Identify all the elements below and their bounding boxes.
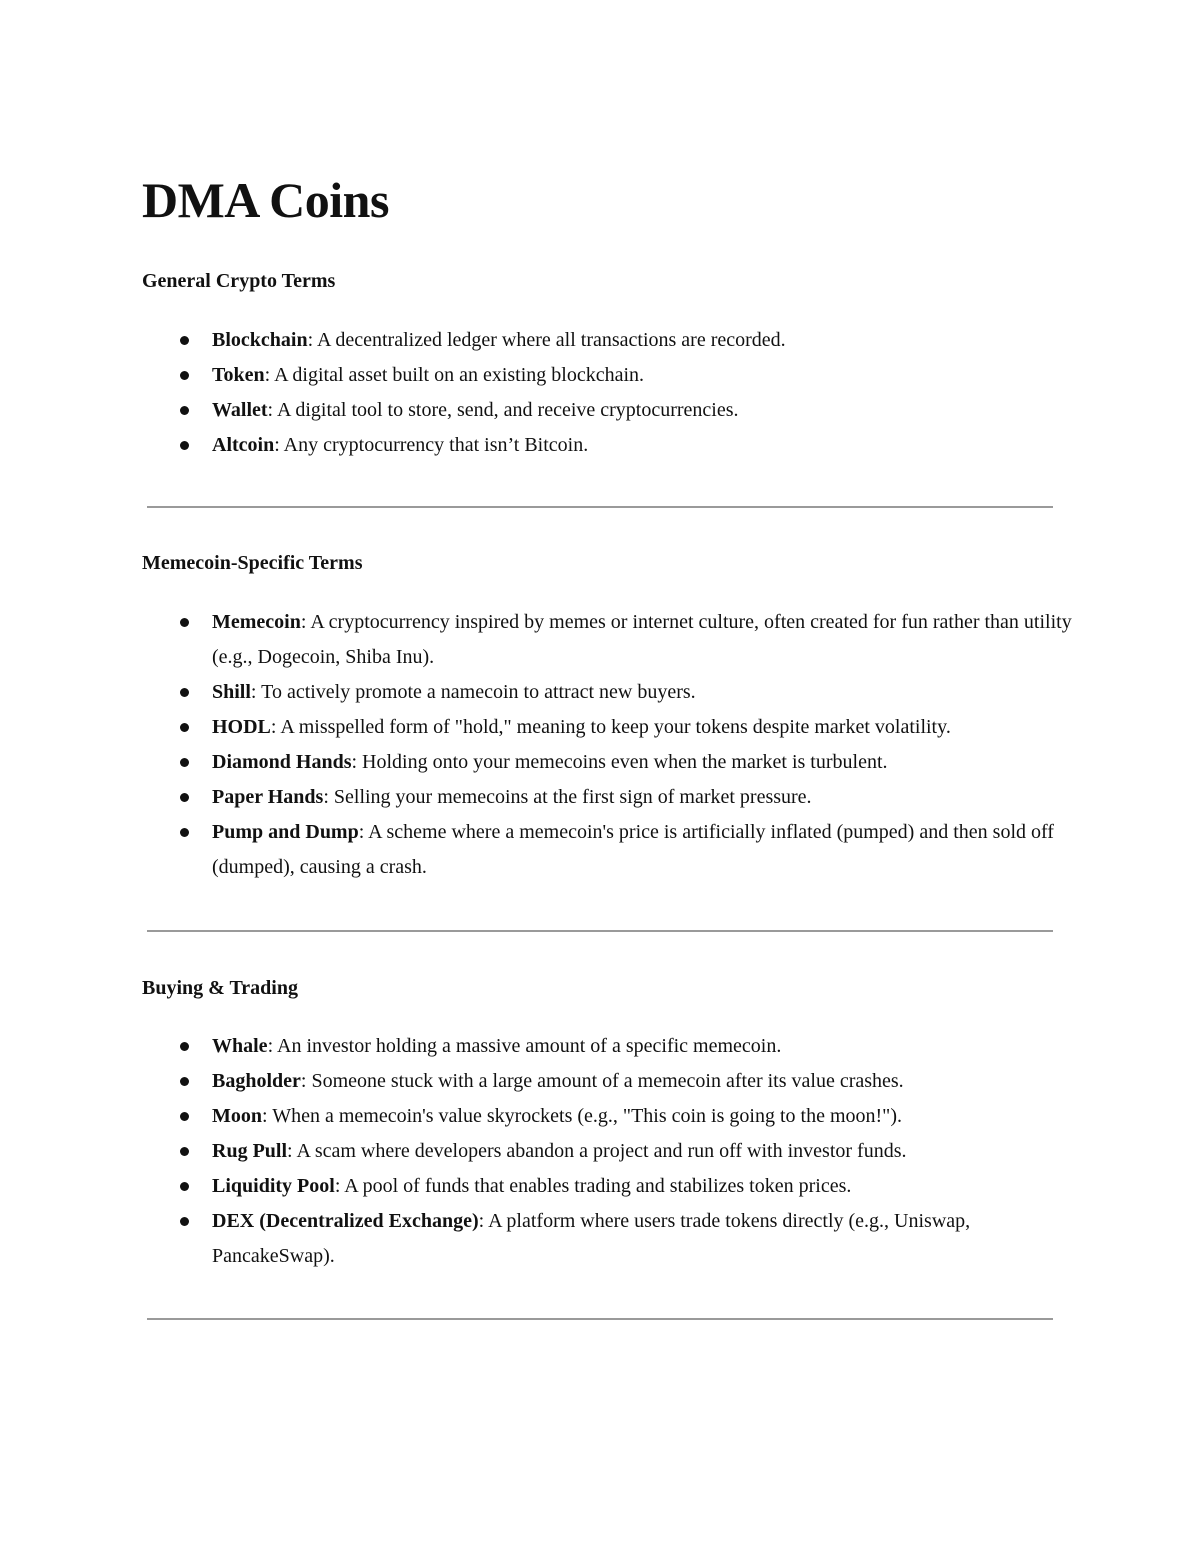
bullet-icon xyxy=(180,1147,189,1156)
list-item xyxy=(142,1064,1072,1099)
section-heading-memecoin-specific-terms: Memecoin-Specific Terms xyxy=(142,552,363,574)
term-name: DEX (Decentralized Exchange) xyxy=(212,1210,479,1232)
term-name: Wallet xyxy=(212,399,268,421)
list-item xyxy=(142,1134,1072,1169)
term-name: Bagholder xyxy=(212,1070,301,1092)
term-definition: : A scheme where a memecoin's price is artificially inflated (pumped) and then sold off (dumped), causing a crash. xyxy=(212,821,1054,878)
section-heading-buying-trading: Buying & Trading xyxy=(142,977,298,999)
bullet-icon xyxy=(180,688,189,697)
term-definition: : Selling your memecoins at the first sign of market pressure. xyxy=(323,786,812,808)
list-item xyxy=(142,1169,1072,1204)
term-name: Moon xyxy=(212,1105,262,1127)
term-name: Token xyxy=(212,364,265,386)
term-name: Memecoin xyxy=(212,611,301,633)
bullet-icon xyxy=(180,618,189,627)
term-name: Diamond Hands xyxy=(212,751,352,773)
term-definition: : A misspelled form of "hold," meaning to keep your tokens despite market volatility. xyxy=(270,716,951,738)
section-heading-general-crypto-terms: General Crypto Terms xyxy=(142,270,336,292)
bullet-icon xyxy=(180,1217,189,1226)
bullet-icon xyxy=(180,441,189,450)
bullet-icon xyxy=(180,758,189,767)
bullet-icon xyxy=(180,406,189,415)
bullet-icon xyxy=(180,1077,189,1086)
list-item xyxy=(142,815,1072,885)
term-list-memecoin-specific xyxy=(142,605,1072,885)
bullet-icon xyxy=(180,1112,189,1121)
list-item xyxy=(142,323,1072,358)
bullet-icon xyxy=(180,793,189,802)
term-name: Paper Hands xyxy=(212,786,324,808)
list-item xyxy=(142,1204,1072,1274)
term-name: Shill xyxy=(212,681,251,703)
term-name: Altcoin xyxy=(212,434,275,456)
term-definition: : Any cryptocurrency that isn’t Bitcoin. xyxy=(274,434,589,456)
term-name: Liquidity Pool xyxy=(212,1175,335,1197)
term-definition: : Holding onto your memecoins even when the market is turbulent. xyxy=(351,751,888,773)
term-name: Blockchain xyxy=(212,329,308,351)
horizontal-divider xyxy=(147,930,1053,932)
term-list-buying-trading xyxy=(142,1029,1072,1274)
term-definition: : A cryptocurrency inspired by memes or internet culture, often created for fun rather than utility (e.g., Dogecoin, Shiba Inu). xyxy=(212,611,1072,668)
list-item xyxy=(142,675,1072,710)
horizontal-divider xyxy=(147,506,1053,508)
horizontal-divider xyxy=(147,1318,1053,1320)
bullet-icon xyxy=(180,1042,189,1051)
term-name: Whale xyxy=(212,1035,268,1057)
term-definition: : When a memecoin's value skyrockets (e.g., "This coin is going to the moon!"). xyxy=(262,1105,902,1127)
term-definition: : A decentralized ledger where all transactions are recorded. xyxy=(307,329,786,351)
list-item xyxy=(142,745,1072,780)
term-definition: : A platform where users trade tokens directly (e.g., Uniswap, PancakeSwap). xyxy=(212,1210,971,1267)
bullet-icon xyxy=(180,371,189,380)
bullet-icon xyxy=(180,828,189,837)
term-list-general-crypto xyxy=(142,323,1072,463)
list-item xyxy=(142,1099,1072,1134)
term-definition: : A digital asset built on an existing blockchain. xyxy=(264,364,645,386)
term-name: HODL xyxy=(212,716,271,738)
term-definition: : A scam where developers abandon a project and run off with investor funds. xyxy=(287,1140,907,1162)
page-title: DMA Coins xyxy=(142,172,389,228)
list-item xyxy=(142,710,1072,745)
term-name: Pump and Dump xyxy=(212,821,359,843)
list-item xyxy=(142,393,1072,428)
term-definition: : A pool of funds that enables trading and stabilizes token prices. xyxy=(334,1175,852,1197)
bullet-icon xyxy=(180,336,189,345)
term-definition: : A digital tool to store, send, and receive cryptocurrencies. xyxy=(267,399,739,421)
term-definition: : Someone stuck with a large amount of a memecoin after its value crashes. xyxy=(300,1070,904,1092)
list-item xyxy=(142,780,1072,815)
bullet-icon xyxy=(180,1182,189,1191)
term-name: Rug Pull xyxy=(212,1140,288,1162)
list-item xyxy=(142,358,1072,393)
term-definition: : An investor holding a massive amount of a specific memecoin. xyxy=(267,1035,782,1057)
list-item xyxy=(142,428,1072,463)
list-item xyxy=(142,1029,1072,1064)
bullet-icon xyxy=(180,723,189,732)
list-item xyxy=(142,605,1072,675)
term-definition: : To actively promote a namecoin to attract new buyers. xyxy=(250,681,696,703)
